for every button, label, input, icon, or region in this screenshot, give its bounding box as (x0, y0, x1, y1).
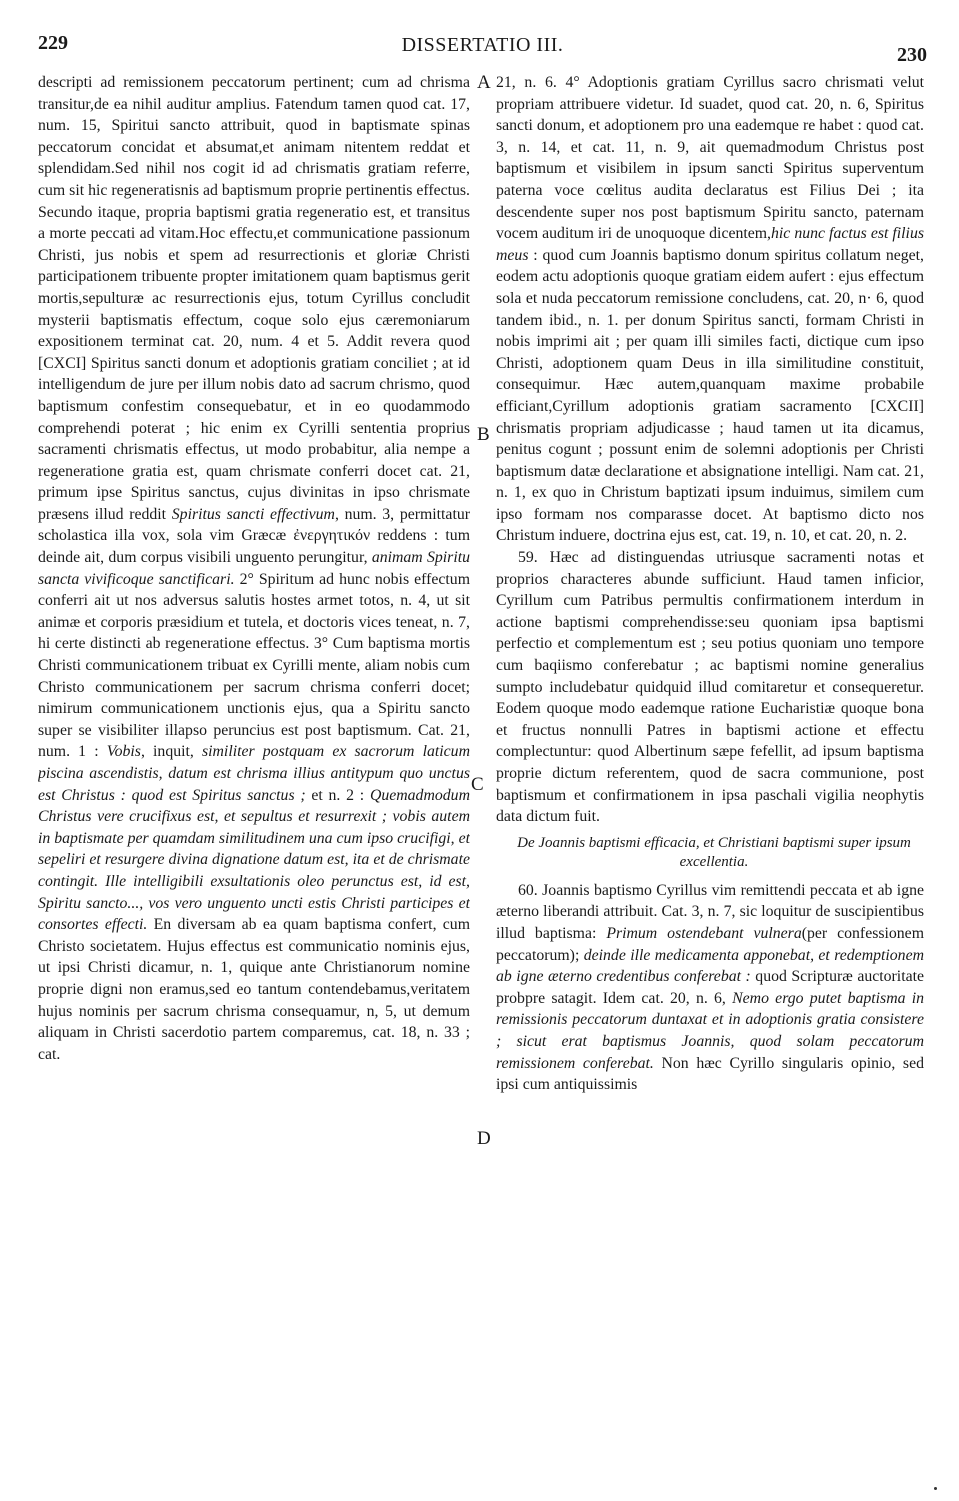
margin-letter-b: B (477, 424, 490, 445)
page-number-left: 229 (38, 32, 68, 54)
italic-text-run: animam Spiritu sancta vivificoque sanctificari. (38, 549, 470, 588)
italic-text-run: similiter postquam ex sacrorum laticum piscina ascendistis, datum est chrisma illius antitypum quo unctus est Christus : quod est Spiritus sanctus ; (38, 743, 470, 804)
page-header (38, 30, 927, 70)
text-run: : quod cum Joannis baptismo donum spiritus collatum neget, eodem actu adoptionis quoque gratiam eidem aufert : ejus effectum sola et nuda peccatorum remissione concludens, cat. 20, n· 6, quod tandem ibid., n. 1. per donum Spiritus sancti, formam Christi in nobis imprimi ait ; per quam illi similes facti, dictique cum ipso Christi, adoptionem quam Deus in illa similitudine constituit, consequimur. Hæc autem,quanquam maxime probabile efficiant,Cyrillum adoptionis gratiam sacramento [CXCII] chrismatis propriam adjudicasse ; haud tamen ut ita dicamus, penitus cogunt ; possunt enim de solemni adoptionis per Christi baptismum datæ declaratione et absignatione intelligi. Nam cat. 21, n. 1, ex quo in Christum baptizati ipsum induimus, similem cum ipso formam nos comparasse docet. At baptismo dicto nos Christum induere, doctrina ejus est, cat. 19, n. 10, et cat. 20, n. 2. (496, 246, 924, 545)
margin-letter-d: D (477, 1128, 491, 1149)
page-dot (934, 1487, 937, 1490)
text-run: 59. Hæc ad distinguendas utriusque sacramenti notas et proprios characteres abunde sufficiunt. Haud tamen inficior, Cyrillum cum Patribus permultis confirmationem interdum in actione baptismi comprehendisse:seu quoniam ipsa baptismi perfectio et complementum est ; seu potius quoniam uno tempore cum baqiismo conferebatur ; ac baptismi nomine generalius sumpto includebatur quidquid illud comitaretur et consequeretur. Eodem quoque modo eademque ratione Eucharistiæ quoque bona et fructus nonnulli Patres in baptismi actione et effectu complectuntur: quod Albertinum sæpe fefellit, ad ipsum baptisma proprie dictum referentem, quod de sacra communione, post baptismum et confirmationem in ipsa paschali vigilia neophytis data dictum fuit. (496, 549, 924, 826)
right-paragraph-1 (496, 72, 924, 547)
left-paragraph-1 (38, 72, 470, 1065)
left-column (38, 72, 470, 1487)
text-run: , num. 3, permittatur scholastica illa vox, sola vim Græcæ ἐνεργητικόν reddens : tum deinde ait, dum corpus visibili unguento perungitur, (38, 505, 470, 567)
italic-text-run: Quemadmodum Christus vere crucifixus est, et sepultus et resurrexit ; vobis autem in baptismate per quamdam similitudinem una cum ipso crucifigi, et sepeliri et resurgere divina dignatione datum est, ita et de chrismate contingit. Ille intelligibili exsultationis oleo perunctus est, id est, Spiritu sancto..., vos vero unguento uncti estis Christi participes et consortes effecti. (38, 786, 470, 934)
margin-letter-c: C (471, 774, 484, 795)
text-run: Non hæc Cyrillo singularis opinio, sed ipsi cum antiquissimis (496, 1054, 924, 1094)
italic-text-run: Primum ostendebant vulnera (606, 924, 802, 942)
text-run: descripti ad remissionem peccatorum pertinent; cum ad chrisma transitur,de ea nihil auditur amplius. Fatendum tamen quod cat. 17, num. 15, Spiritui sancto attribuit, quod in baptismate spinas peccatorum concidat et absumat,et animam nitentem reddat et splendidam.Sed nihil nos cogit id ad chrismatis gratiam referre, cum sit hic regeneratisnis ad baptismum proprie pertinentis effectus. Secundo itaque, propria baptismi gratia regeneratio est, et transitus a morte peccati ad vitam.Hoc effectu,et communicatione passionum Christi, jus nobis et spem ad resurrectionis et gloriæ Christi participationem tribuente propter imitationem quam baptismus gerit mortis,sepulturæ ac resurrectionis ejus, totum Cyrillus concludit mysterii baptismatis effectum, coque solo ejus cæremoniarum expositionem terminat cat. 20, num. 4 et 5. Addit revera quod [CXCI] Spiritus sancti donum et adoptionis gratiam conciliet ; at id intelligendum de jure per illum nobis dato ad sacrum chrismo, quod baptismum confestim consequebatur, et in eo quodammodo comprehendi poterat ; hic enim ex Cyrilli sententia proprius sacramenti chrismatis effectus, ut modo probabitur, alia nempe a regeneratione gratia est, quam chrismate conferri docet cat. 21, primum ipse Spiritus sanctus, cujus divinitas in ipso chrismate præsens illud reddit (38, 74, 470, 523)
section-heading: De Joannis baptismi efficacia, et Christiani baptismi super ipsum excellentia. (517, 834, 911, 870)
italic-text-run: Vobis (106, 743, 141, 761)
italic-text-run: Nemo ergo putet baptisma in remissionis peccatorum duntaxat et in adoptionis gratia consistere ; sicut erat baptismus Joannis, quod solam peccatorum remissionem conferebat. (496, 989, 924, 1072)
right-paragraph-60 (496, 880, 924, 1096)
text-run: 2° Spiritum ad hunc nobis effectum conferri ait ut nos adversus salutis hostes armet totos, n. 4, ut sit animæ et corporis præsidium et tutela, et doctoris vices teneat, n. 7, hi certe distincti ab regeneratione effectus. 3° Cum baptisma mortis Christi communicationem tribuat ex Cyrilli mente, aliam nobis cum Christo communicationem per sacrum chrisma conferri docet; nimirum communicationem unctionis ejus, qua a Spiritu sancto super se visibiliter illapso peruncius est post baptismum. Cat. 21, num. 1 : (38, 570, 470, 761)
margin-letter-a: A (477, 72, 491, 93)
text-run: , inquit, (140, 743, 202, 761)
italic-text-run: deinde ille medicamenta apponebat, et redemptionem ab igne æterno credentibus conferebat : (496, 946, 924, 986)
right-column (496, 72, 924, 1487)
running-title: DISSERTATIO III. (401, 34, 564, 56)
text-run: (per confessionem peccatorum); (496, 924, 924, 964)
italic-text-run: Spiritus sancti effectivum (171, 505, 335, 523)
text-run: et n. 2 : (305, 786, 370, 804)
text-run: 60. Joannis baptismo Cyrillus vim remittendi peccata et ab igne æterno liberandi attribuit. Cat. 3, n. 7, sic loquitur de suscipientibus illud baptisma: (496, 881, 924, 942)
text-run: En diversam ab ea quam baptisma confert, cum Christo societatem. Hujus effectus est communicatio nominis ejus, ut ipsi Christi dicamur, n. 1, quique ante Christianorum nomine proprie digni non eramus,sed eo tantum contendebamus,veritatem hujus nominis per sacrum chrisma consequamur, n, 5, ut demum aliquam in Christi sacerdotio partem comparemus, cat. 18, n. 33 ; cat. (38, 916, 470, 1063)
text-run: quod Scripturæ auctoritate probpre satagit. Idem cat. 20, n. 6, (496, 968, 924, 1007)
text-run: 21, n. 6. 4° Adoptionis gratiam Cyrillus sacro chrismati velut propriam attribuere videtur. Id suadet, quod cat. 20, n. 6, Spiritus sancti donum, et adoptionem pro una eademque re habet : quod cat. 3, n. 14, et cat. 11, n. 9, ait quemadmodum Christus post baptismum et visibilem in ipsum sancti Spiritus superventum paterna voce cœlitus audita declaratus est Filius Dei ; ita descendente super nos post baptismum Spiritu sancto, paternam vocem auditum iri de unoquoque dicentem, (496, 74, 924, 243)
right-paragraph-59 (496, 547, 924, 828)
italic-text-run: hic nunc factus est filius meus (496, 225, 924, 264)
page-number-right: 230 (897, 44, 927, 66)
